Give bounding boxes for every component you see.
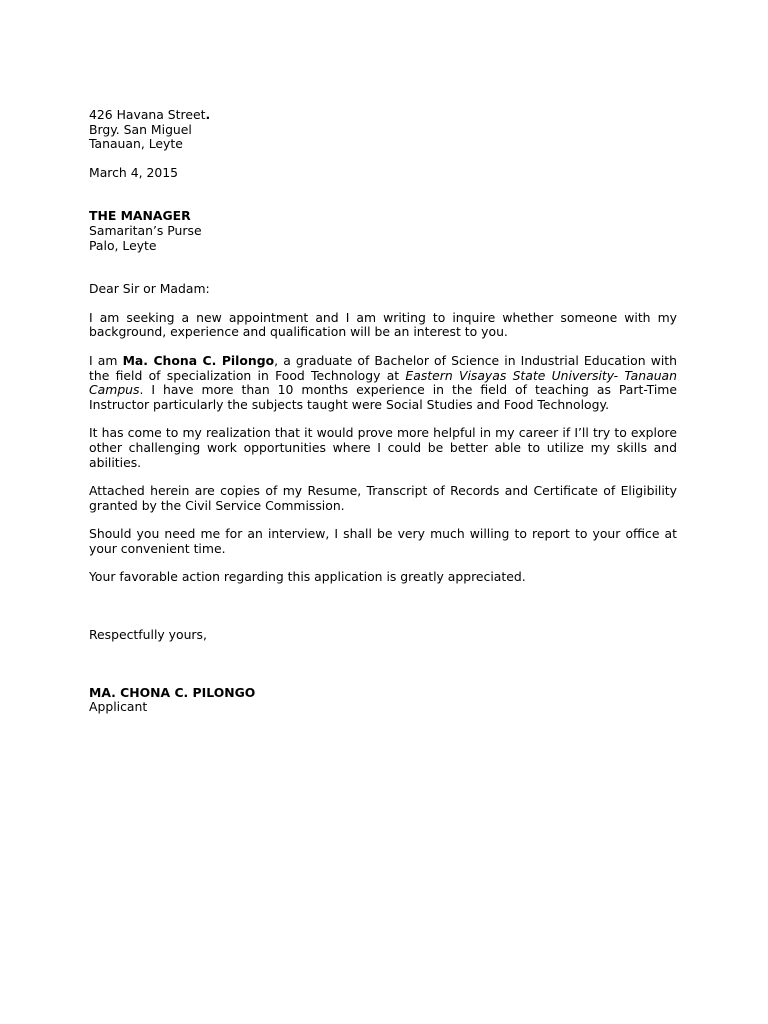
- paragraph-3: It has come to my realization that it would prove more helpful in my career if I’ll try to explore other challenging work opportunities where I could be better able to utilize my skills and abilities.: [89, 425, 677, 470]
- signature-block: [89, 686, 677, 715]
- paragraph-2-degree: , a graduate of Bachelor of Science in Industrial Education with the field of specialization in Food Technology at: [89, 352, 677, 383]
- signature-role: Applicant: [89, 699, 148, 715]
- applicant-name-inline: Ma. Chona C. Pilongo: [122, 352, 275, 368]
- paragraph-2-experience: . I have more than 10 months experience in the field of teaching as Part-Time Instructor particularly the subjects taught were Social Studies and Food Technology.: [89, 382, 677, 412]
- recipient-organization: Samaritan’s Purse: [89, 222, 202, 238]
- letter-body: [89, 108, 677, 715]
- sender-street: 426 Havana Street: [89, 107, 206, 122]
- paragraph-2: [89, 354, 677, 412]
- closing: Respectfully yours,: [89, 627, 207, 643]
- paragraph-1: I am seeking a new appointment and I am writing to inquire whether someone with my background, experience and qualification will be an interest to you.: [89, 309, 677, 340]
- sender-city: Tanauan, Leyte: [89, 136, 183, 152]
- sender-street-line: [89, 108, 677, 123]
- sender-barangay: Brgy. San Miguel: [89, 121, 192, 137]
- recipient-title: THE MANAGER: [89, 208, 191, 224]
- sender-street-period: .: [205, 107, 211, 122]
- letter-date: March 4, 2015: [89, 164, 179, 180]
- recipient-location: Palo, Leyte: [89, 237, 157, 253]
- paragraph-6: Your favorable action regarding this application is greatly appreciated.: [89, 569, 526, 585]
- paragraph-4: Attached herein are copies of my Resume, Transcript of Records and Certificate of Eligibility granted by the Civil Service Commission.: [89, 483, 677, 513]
- paragraph-5: Should you need me for an interview, I shall be very much willing to report to your office at your convenient time.: [89, 526, 677, 556]
- school-name: Eastern Visayas State University- Tanauan Campus: [89, 367, 677, 398]
- paragraph-2-intro: I am: [89, 352, 123, 368]
- sender-address: [89, 108, 677, 152]
- salutation: Dear Sir or Madam:: [89, 281, 210, 297]
- recipient-address: [89, 209, 677, 253]
- signature-name: MA. CHONA C. PILONGO: [89, 684, 256, 700]
